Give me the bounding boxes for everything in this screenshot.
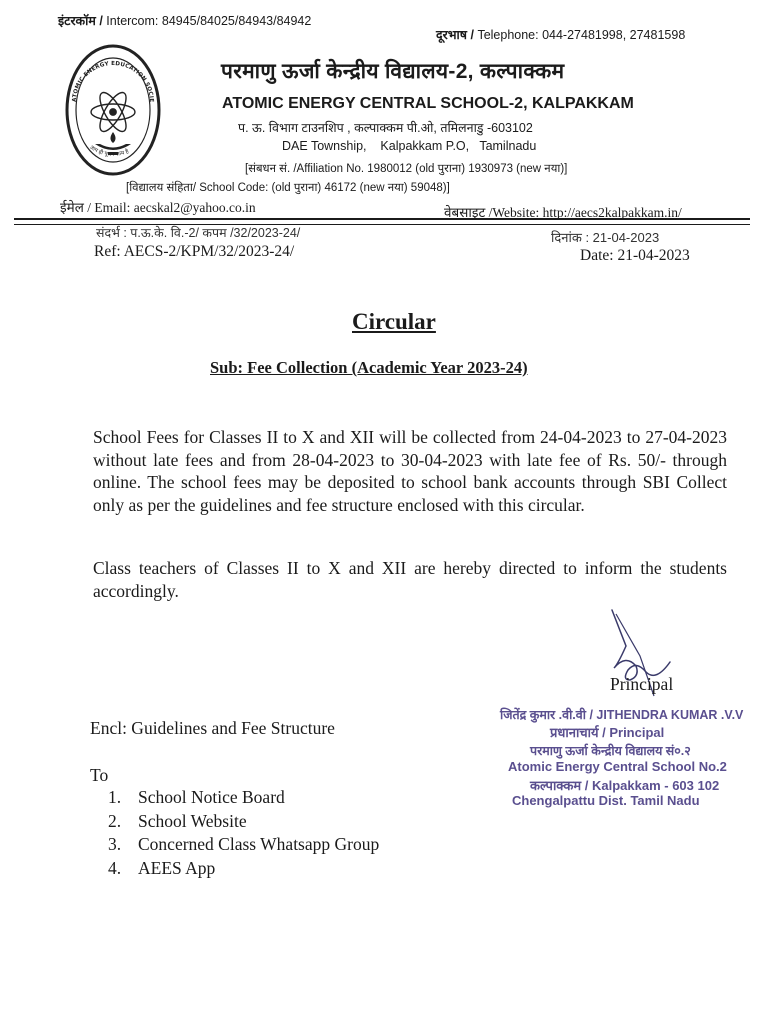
list-item bbox=[108, 857, 379, 881]
logo-motto-text: ज्ञान ही पूजन सत्य है bbox=[88, 144, 130, 158]
stamp-school-english: Atomic Energy Central School No.2 bbox=[508, 759, 727, 774]
atom-lamp-emblem-icon bbox=[62, 40, 164, 178]
telephone-hindi-label: दूरभाष / bbox=[436, 28, 474, 42]
school-logo bbox=[62, 40, 164, 178]
list-item-text: School Notice Board bbox=[138, 787, 285, 807]
school-name-hindi: परमाणु ऊर्जा केन्द्रीय विद्यालय-2, कल्पाक्कम bbox=[221, 60, 565, 83]
list-item-text: Concerned Class Whatsapp Group bbox=[138, 834, 380, 854]
school-name-english: ATOMIC ENERGY CENTRAL SCHOOL-2, KALPAKKAM bbox=[222, 95, 634, 112]
intercom-hindi-label: इंटरकॉम / bbox=[58, 14, 103, 28]
body-paragraph-1: School Fees for Classes II to X and XII will be collected from 24-04-2023 to 27-04-2023 without late fees and from 28-04-2023 to 30-04-2023 with late fee of Rs. 50/- through online. The school fees may be deposited to school bank accounts through SBI Collect only as per the guidelines and fee structure enclosed with this circular. bbox=[93, 427, 727, 515]
list-item bbox=[108, 810, 379, 834]
reference-hindi: संदर्भ : प.ऊ.के. वि.-2/ कपम /32/2023-24/ bbox=[96, 226, 301, 240]
website-line: वेबसाइट /Website: http://aecs2kalpakkam.in/ bbox=[444, 205, 682, 220]
list-item bbox=[108, 833, 379, 857]
list-item-number: 3. bbox=[108, 834, 122, 854]
telephone-numbers: Telephone: 044-27481998, 27481598 bbox=[477, 28, 686, 42]
list-item-number: 4. bbox=[108, 857, 122, 878]
telephone-line bbox=[436, 26, 685, 43]
list-item-number: 1. bbox=[108, 787, 122, 807]
school-code-line: [विद्यालय संहिता/ School Code: (old पुराना) 46172 (new नया) 59048)] bbox=[126, 182, 450, 194]
address-english: DAE Township, Kalpakkam P.O, Tamilnadu bbox=[282, 139, 537, 153]
logo-society-text: ATOMIC ENERGY EDUCATION SOCIE bbox=[71, 60, 155, 103]
email-line: ईमेल / Email: aecskal2@yahoo.co.in bbox=[60, 200, 256, 215]
list-item bbox=[108, 786, 379, 810]
body-paragraph-2: Class teachers of Classes II to X and XII are hereby directed to inform the students accordingly. bbox=[93, 558, 727, 601]
stamp-district: Chengalpattu Dist. Tamil Nadu bbox=[512, 793, 700, 808]
stamp-name: जितेंद्र कुमार .वी.वी / JITHENDRA KUMAR .V.V bbox=[500, 708, 744, 722]
date: Date: 21-04-2023 bbox=[580, 247, 690, 264]
stamp-location: कल्पाक्कम / Kalpakkam - 603 102 bbox=[530, 778, 720, 793]
list-item-text: School Website bbox=[138, 810, 247, 831]
list-item-text: AEES App bbox=[138, 857, 216, 878]
address-hindi: प. ऊ. विभाग टाउनशिप , कल्पाक्कम पी.ओ, तमिलनाडु -603102 bbox=[238, 121, 533, 135]
intercom-numbers: Intercom: 84945/84025/84943/84942 bbox=[106, 14, 312, 28]
stamp-school-hindi: परमाणु ऊर्जा केन्द्रीय विद्यालय सं०.२ bbox=[530, 744, 691, 758]
list-item-number: 2. bbox=[108, 810, 122, 831]
signatory-designation: Principal bbox=[610, 674, 674, 694]
affiliation-line: [संबधन सं. /Affiliation No. 1980012 (old पुराना) 1930973 (new नया)] bbox=[245, 163, 568, 175]
stamp-designation: प्रधानाचार्य / Principal bbox=[550, 725, 665, 740]
distribution-list bbox=[108, 786, 379, 880]
intercom-line bbox=[58, 12, 311, 29]
header-divider-top bbox=[14, 218, 750, 220]
date-hindi: दिनांक : 21-04-2023 bbox=[551, 230, 660, 245]
reference-number: Ref: AECS-2/KPM/32/2023-24/ bbox=[94, 243, 295, 260]
distribution-to-label: To bbox=[90, 765, 109, 785]
enclosure-note: Encl: Guidelines and Fee Structure bbox=[90, 718, 335, 738]
circular-title: Circular bbox=[352, 309, 436, 334]
subject-line: Sub: Fee Collection (Academic Year 2023-24) bbox=[210, 358, 528, 377]
